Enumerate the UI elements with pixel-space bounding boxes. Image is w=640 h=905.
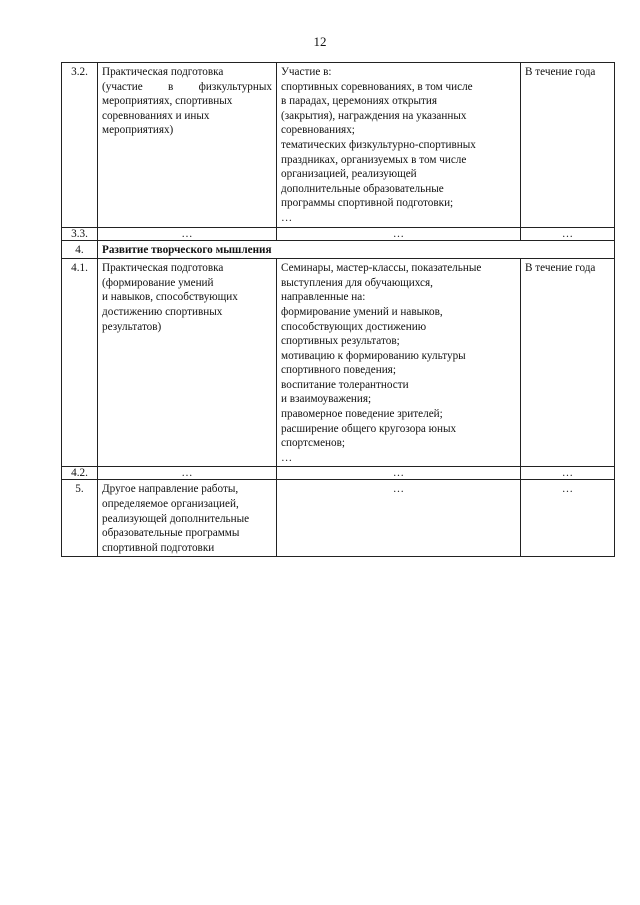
table-row-5 bbox=[62, 480, 615, 557]
direction-line: определяемое организацией, bbox=[102, 498, 239, 511]
direction-line: реализующей дополнительные bbox=[102, 512, 250, 525]
content-line: формирование умений и навыков, bbox=[281, 305, 443, 318]
content-line: мотивацию к формированию культуры bbox=[281, 349, 466, 362]
period-cell: … bbox=[521, 227, 615, 240]
content-line: праздниках, организуемых в том числе bbox=[281, 153, 467, 166]
row-number: 3.3. bbox=[62, 227, 98, 240]
content-line: организацией, реализующей bbox=[281, 168, 417, 181]
table-row-4-2 bbox=[62, 467, 615, 480]
content-cell: … bbox=[277, 467, 521, 480]
content-line: и взаимоуважения; bbox=[281, 393, 372, 406]
direction-word: физкультурных bbox=[198, 80, 272, 93]
direction-cell bbox=[98, 63, 277, 228]
content-line: расширение общего кругозора юных bbox=[281, 422, 457, 435]
content-line: выступления для обучающихся, bbox=[281, 276, 433, 289]
content-line: соревнованиях; bbox=[281, 124, 355, 137]
content-line: спортивного поведения; bbox=[281, 364, 396, 377]
direction-line: мероприятиях) bbox=[102, 124, 174, 137]
period-cell: … bbox=[521, 480, 615, 557]
section-title: Развитие творческого мышления bbox=[98, 240, 615, 259]
content-line: воспитание толерантности bbox=[281, 378, 409, 391]
period-cell: … bbox=[521, 467, 615, 480]
table-row-3-3 bbox=[62, 227, 615, 240]
direction-line: достижению спортивных bbox=[102, 305, 223, 318]
row-number: 4.2. bbox=[62, 467, 98, 480]
direction-line: мероприятиях, спортивных bbox=[102, 95, 233, 108]
row-number: 3.2. bbox=[62, 63, 98, 228]
period-cell: В течение года bbox=[521, 259, 615, 467]
direction-line: Другое направление работы, bbox=[102, 483, 239, 496]
direction-cell: … bbox=[98, 227, 277, 240]
table-row-4-1 bbox=[62, 259, 615, 467]
content-line: спортивных соревнованиях, в том числе bbox=[281, 80, 473, 93]
content-line: … bbox=[281, 451, 293, 464]
content-line: (закрытия), награждения на указанных bbox=[281, 109, 467, 122]
direction-line-justified bbox=[102, 80, 272, 95]
row-number: 5. bbox=[62, 480, 98, 557]
content-cell bbox=[277, 63, 521, 228]
content-line: дополнительные образовательные bbox=[281, 182, 444, 195]
content-cell: … bbox=[277, 480, 521, 557]
page-number: 12 bbox=[313, 34, 327, 49]
direction-line: (формирование умений bbox=[102, 276, 214, 289]
content-line: спортивных результатов; bbox=[281, 335, 400, 348]
direction-cell: … bbox=[98, 467, 277, 480]
direction-line: результатов) bbox=[102, 320, 162, 333]
period-cell: В течение года bbox=[521, 63, 615, 228]
direction-line: соревнованиях и иных bbox=[102, 109, 210, 122]
direction-line: Практическая подготовка bbox=[102, 66, 224, 78]
table-row-3-2 bbox=[62, 63, 615, 228]
row-number: 4.1. bbox=[62, 259, 98, 467]
table-row-4-section bbox=[62, 240, 615, 259]
content-line: способствующих достижению bbox=[281, 320, 427, 333]
content-line: программы спортивной подготовки; bbox=[281, 197, 454, 210]
content-line: в парадах, церемониях открытия bbox=[281, 95, 438, 108]
content-line: … bbox=[281, 211, 293, 224]
content-line: Семинары, мастер-классы, показательные bbox=[281, 262, 482, 275]
content-cell bbox=[277, 259, 521, 467]
content-line: тематических физкультурно-спортивных bbox=[281, 138, 476, 151]
direction-cell bbox=[98, 480, 277, 557]
content-line: Участие в: bbox=[281, 66, 332, 78]
direction-line: образовательные программы bbox=[102, 527, 240, 540]
content-line: правомерное поведение зрителей; bbox=[281, 408, 443, 421]
row-number: 4. bbox=[62, 240, 98, 259]
direction-cell bbox=[98, 259, 277, 467]
content-cell: … bbox=[277, 227, 521, 240]
direction-line: и навыков, способствующих bbox=[102, 291, 238, 304]
direction-word: (участие bbox=[102, 80, 143, 93]
sports-training-plan-table bbox=[61, 62, 615, 557]
direction-word: в bbox=[168, 80, 174, 93]
direction-line: Практическая подготовка bbox=[102, 262, 224, 275]
content-line: спортсменов; bbox=[281, 437, 346, 450]
content-line: направленные на: bbox=[281, 291, 366, 304]
direction-line: спортивной подготовки bbox=[102, 541, 215, 554]
